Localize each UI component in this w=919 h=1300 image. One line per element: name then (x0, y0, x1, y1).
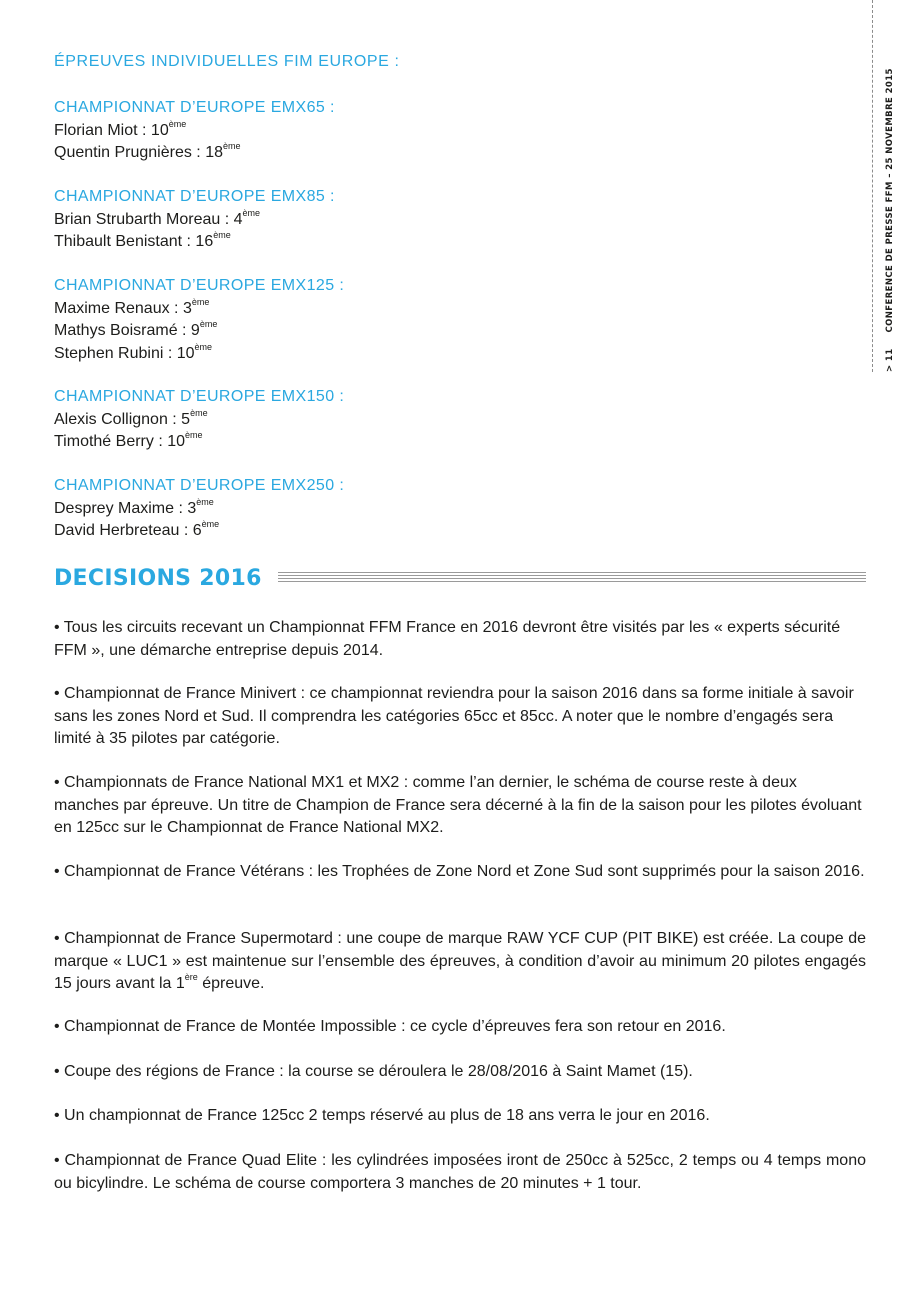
result-line: Thibault Benistant : 16ème (54, 230, 231, 250)
heading-rule (278, 572, 866, 584)
result-line: Mathys Boisramé : 9ème (54, 319, 218, 339)
section-heading-fim-europe: ÉPREUVES INDIVIDUELLES FIM EUROPE : (54, 53, 400, 70)
decision-item: • Championnat de France Quad Elite : les cylindrées imposées iront de 250cc à 525cc, 2 temps ou 4 temps mono ou bicylindre. Le schéma de course comportera 3 manches de 20 minutes + 1 tour. (54, 1152, 866, 1192)
decision-item: • Championnat de France Supermotard : une coupe de marque RAW YCF CUP (PIT BIKE) est créée. La coupe de marque « LUC1 » est maintenue sur l’ensemble des épreuves, à condition d’avoir au minimum 20 pilotes engagés 15 jours avant la 1ère épreuve. (54, 930, 866, 992)
result-line: Timothé Berry : 10ème (54, 430, 203, 450)
championship-block (54, 475, 344, 543)
championship-title: CHAMPIONNAT D’EUROPE EMX65 : (54, 99, 335, 116)
decision-item: • Championnat de France Vétérans : les Trophées de Zone Nord et Zone Sud sont supprimés pour la saison 2016. (54, 863, 865, 880)
result-line: Brian Strubarth Moreau : 4ème (54, 207, 261, 228)
result-line: Stephen Rubini : 10ème (54, 341, 213, 362)
championship-block (54, 386, 344, 454)
side-divider (872, 0, 873, 372)
result-line: Desprey Maxime : 3ème (54, 496, 214, 517)
page-number: > 11 (885, 348, 895, 372)
result-line: Maxime Renaux : 3ème (54, 296, 210, 317)
decision-item: • Championnat de France Minivert : ce championnat reviendra pour la saison 2016 dans sa forme initiale à savoir sans les zones Nord et Sud. Il comprendra les catégories 65cc et 85cc. A noter que le nombre d’engagés sera limité à 35 pilotes par catégorie. (54, 685, 854, 747)
decision-item: • Coupe des régions de France : la course se déroulera le 28/08/2016 à Saint Mamet (15). (54, 1063, 693, 1080)
decision-item: • Un championnat de France 125cc 2 temps réservé au plus de 18 ans verra le jour en 2016. (54, 1107, 710, 1124)
championship-title: CHAMPIONNAT D’EUROPE EMX250 : (54, 477, 345, 494)
championship-block (54, 186, 335, 254)
side-label-text: CONFERENCE DE PRESSE FFM – 25 NOVEMBRE 2015 (885, 68, 895, 333)
result-line: Quentin Prugnières : 18ème (54, 141, 241, 161)
decision-item: • Championnat de France de Montée Impossible : ce cycle d’épreuves fera son retour en 2016. (54, 1018, 726, 1035)
championship-block (54, 97, 335, 165)
decisions-header (54, 564, 866, 594)
decision-item: • Championnats de France National MX1 et MX2 : comme l’an dernier, le schéma de course reste à deux manches par épreuve. Un titre de Champion de France sera décerné à la fin de la saison pour les pilotes évoluant en 125cc sur le Championnat de France National MX2. (54, 774, 862, 836)
side-label (884, 68, 896, 372)
championship-block (54, 275, 344, 365)
championship-title: CHAMPIONNAT D’EUROPE EMX125 : (54, 277, 345, 294)
championship-title: CHAMPIONNAT D’EUROPE EMX150 : (54, 388, 345, 405)
result-line: David Herbreteau : 6ème (54, 519, 220, 539)
decision-item: • Tous les circuits recevant un Championnat FFM France en 2016 devront être visités par les « experts sécurité FFM », une démarche entreprise depuis 2014. (54, 619, 841, 659)
section-heading-decisions: DECISIONS 2016 (54, 566, 262, 591)
championship-title: CHAMPIONNAT D’EUROPE EMX85 : (54, 188, 335, 205)
result-line: Florian Miot : 10ème (54, 118, 187, 139)
result-line: Alexis Collignon : 5ème (54, 407, 208, 428)
